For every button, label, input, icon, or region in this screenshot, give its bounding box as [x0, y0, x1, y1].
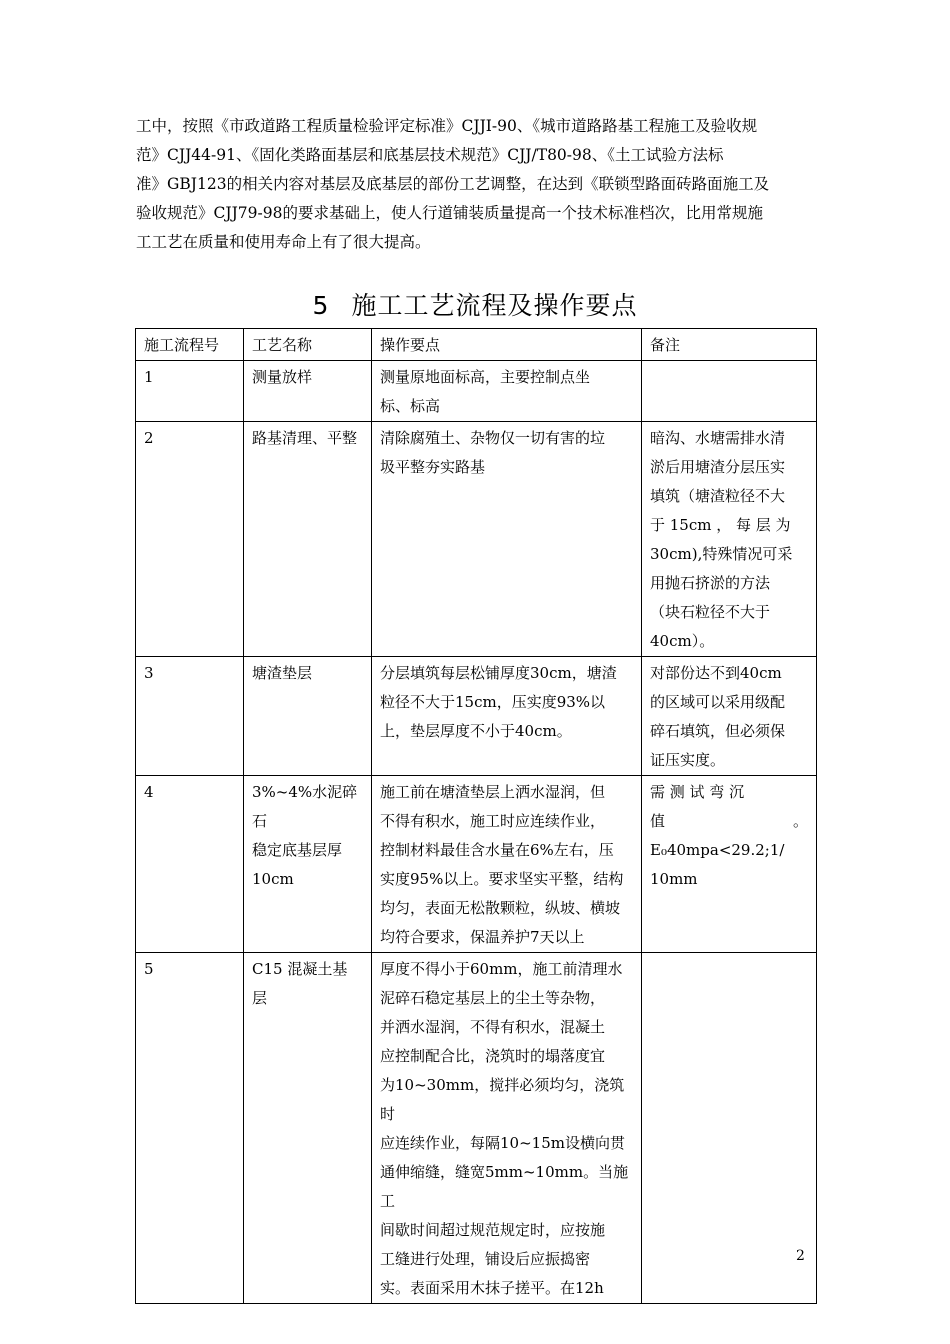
section-number: 5: [312, 291, 330, 320]
cell-key-points: [372, 361, 642, 422]
process-name-line: 塘渣垫层: [252, 664, 313, 682]
intro-line: 准》GBJ123的相关内容对基层及底基层的部份工艺调整，在达到《联锁型路面砖路面施工及: [136, 175, 770, 193]
remarks-line: 碎石填筑，但必须保: [650, 722, 786, 740]
table-row: [136, 657, 817, 776]
key-points-line: 测量原地面标高，主要控制点坐: [380, 368, 591, 386]
remarks-line: 填筑（塘渣粒径不大: [650, 487, 786, 505]
key-points-line: 为10~30mm，搅拌必须均匀，浇筑时: [380, 1076, 625, 1123]
cell-remarks: [642, 776, 817, 953]
remarks-line: 暗沟、水塘需排水清: [650, 429, 786, 447]
key-points-line: 均匀，表面无松散颗粒，纵坡、横坡: [380, 899, 621, 917]
key-points-line: 泥碎石稳定基层上的尘土等杂物，: [380, 989, 606, 1007]
process-name-line: 测量放样: [252, 368, 313, 386]
process-name-line: 路基清理、平整: [252, 429, 358, 447]
key-points-line: 工缝进行处理，铺设后应振捣密: [380, 1250, 591, 1268]
cell-step-no: 5: [136, 953, 244, 1304]
remarks-line: （块石粒径不大于: [650, 603, 771, 621]
cell-key-points: [372, 422, 642, 657]
key-points-line: 应控制配合比，浇筑时的塌落度宜: [380, 1047, 606, 1065]
table-row: [136, 776, 817, 953]
cell-remarks: [642, 953, 817, 1304]
key-points-line: 不得有积水，施工时应连续作业，: [380, 812, 606, 830]
key-points-line: 粒径不大于15cm，压实度93%以: [380, 693, 606, 711]
key-points-line: 实度95%以上。要求坚实平整，结构: [380, 870, 624, 888]
remarks-line: 于 15cm ， 每 层 为: [650, 516, 791, 534]
cell-key-points: [372, 776, 642, 953]
remarks-line: 10mm: [650, 870, 698, 888]
table-row: [136, 953, 817, 1304]
key-points-line: 清除腐殖土、杂物仅一切有害的垃: [380, 429, 606, 447]
cell-process-name: [244, 776, 372, 953]
intro-line: 工工艺在质量和使用寿命上有了很大提高。: [136, 233, 431, 251]
section-title: 施工工艺流程及操作要点: [351, 291, 638, 320]
process-name-line: 3%~4%水泥碎石: [252, 783, 358, 830]
header-step-no: 施工流程号: [136, 329, 244, 361]
key-points-line: 分层填筑每层松铺厚度30cm，塘渣: [380, 664, 617, 682]
intro-line: 工中，按照《市政道路工程质量检验评定标准》CJJI-90、《城市道路路基工程施工及验收规: [136, 117, 758, 135]
key-points-line: 实。表面采用木抹子搓平。在12h: [380, 1279, 604, 1297]
cell-remarks: [642, 657, 817, 776]
page-number: 2: [796, 1248, 805, 1264]
key-points-line: 间歇时间超过规范规定时，应按施: [380, 1221, 606, 1239]
table-row: [136, 422, 817, 657]
cell-remarks: [642, 361, 817, 422]
key-points-line: 施工前在塘渣垫层上洒水湿润，但: [380, 783, 606, 801]
cell-process-name: [244, 361, 372, 422]
process-name-line: 稳定底基层厚: [252, 841, 343, 859]
cell-step-no: 3: [136, 657, 244, 776]
key-points-line: 应连续作业，每隔10~15m设横向贯: [380, 1134, 625, 1152]
cell-process-name: [244, 422, 372, 657]
remarks-line: 淤后用塘渣分层压实: [650, 458, 786, 476]
remarks-line: 证压实度。: [650, 751, 726, 769]
key-points-line: 通伸缩缝，缝宽5mm~10mm。当施工: [380, 1163, 629, 1210]
cell-process-name: [244, 657, 372, 776]
intro-line: 验收规范》CJJ79-98的要求基础上，使人行道铺装质量提高一个技术标准档次，比用常规施: [136, 204, 763, 222]
cell-key-points: [372, 657, 642, 776]
cell-step-no: 4: [136, 776, 244, 953]
remarks-line: 40cm）。: [650, 632, 715, 650]
key-points-line: 上，垫层厚度不小于40cm。: [380, 722, 572, 740]
cell-key-points: [372, 953, 642, 1304]
cell-process-name: [244, 953, 372, 1304]
process-table: [135, 328, 817, 1304]
key-points-line: 并洒水湿润，不得有积水，混凝土: [380, 1018, 606, 1036]
remarks-line: 30cm),特殊情况可采: [650, 545, 793, 563]
table-header-row: [136, 329, 817, 361]
key-points-line: 厚度不得小于60mm，施工前清理水: [380, 960, 623, 978]
intro-line: 范》CJJ44-91、《固化类路面基层和底基层技术规范》CJJ/T80-98、《土工试验方法标: [136, 146, 724, 164]
key-points-line: 圾平整夯实路基: [380, 458, 486, 476]
remarks-line: 用抛石挤淤的方法: [650, 574, 771, 592]
header-key-points: 操作要点: [372, 329, 642, 361]
cell-step-no: 2: [136, 422, 244, 657]
header-process-name: 工艺名称: [244, 329, 372, 361]
intro-paragraph: [136, 112, 816, 257]
process-name-line: 层: [252, 989, 268, 1007]
key-points-line: 标、标高: [380, 397, 441, 415]
key-points-line: 控制材料最佳含水量在6%左右，压: [380, 841, 614, 859]
cell-remarks: [642, 422, 817, 657]
remarks-line: 对部份达不到40cm: [650, 664, 782, 682]
remarks-line: 的区域可以采用级配: [650, 693, 786, 711]
process-name-line: C15 混凝土基: [252, 960, 348, 978]
remarks-line: 需 测 试 弯 沉: [650, 783, 745, 801]
section-heading: [0, 286, 950, 322]
key-points-line: 均符合要求，保温养护7天以上: [380, 928, 585, 946]
header-remarks: 备注: [642, 329, 817, 361]
remarks-line: 值。E₀40mpa<29.2;1/: [650, 812, 808, 859]
process-name-line: 10cm: [252, 870, 294, 888]
table-row: [136, 361, 817, 422]
cell-step-no: 1: [136, 361, 244, 422]
